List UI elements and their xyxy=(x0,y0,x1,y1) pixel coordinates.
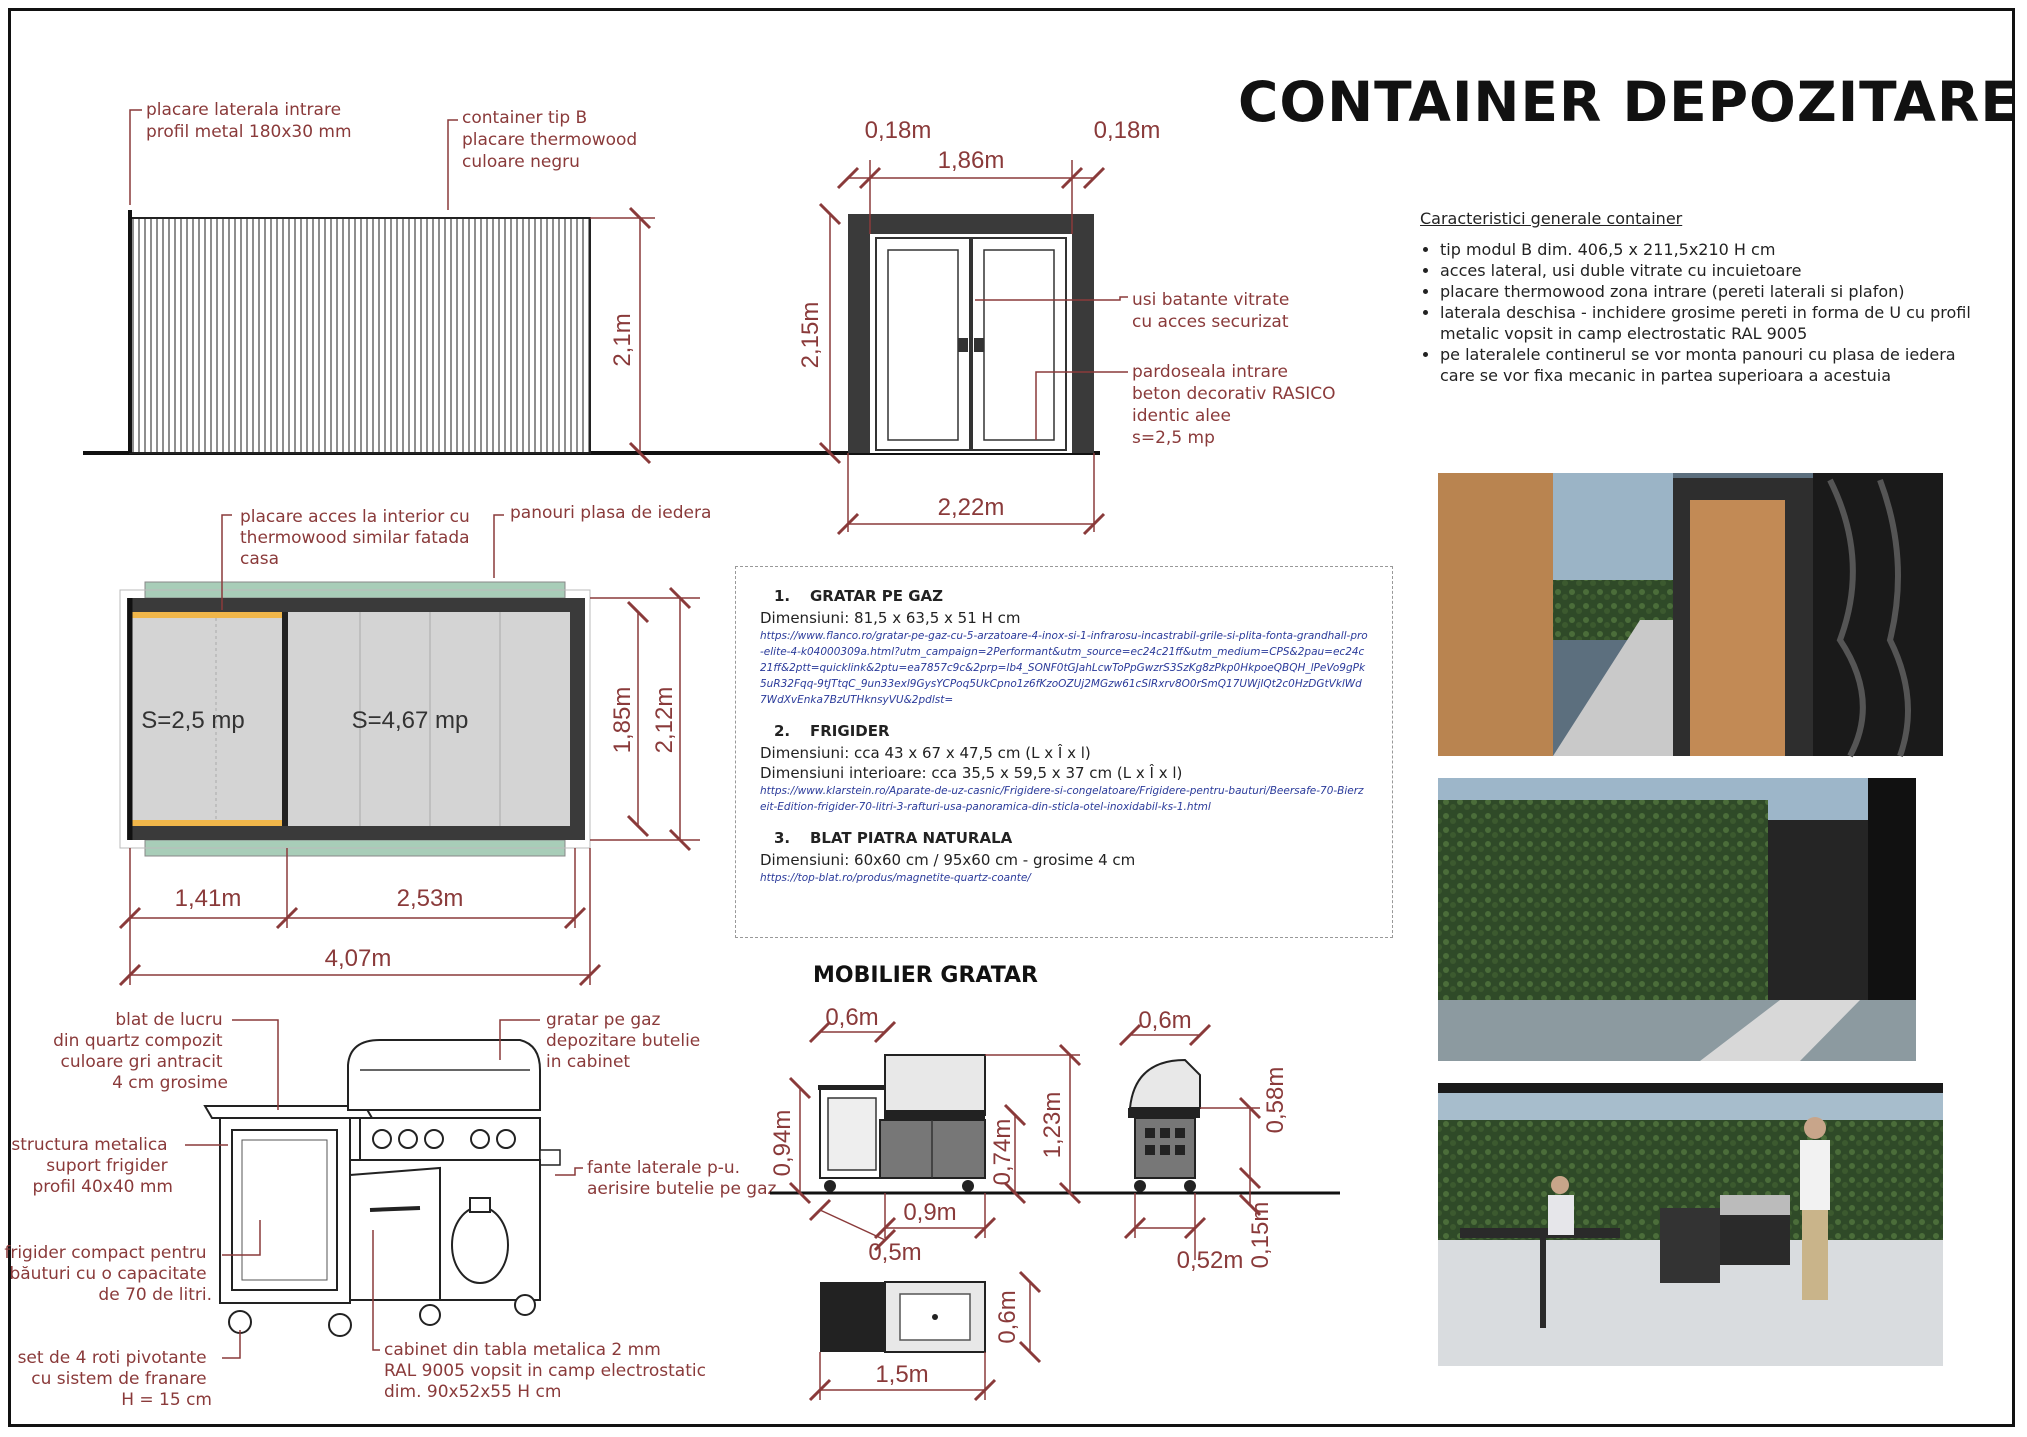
area-entry: S=2,5 mp xyxy=(141,707,245,734)
label-entry-cladding: placare laterala intrare profil metal 180x30 mm xyxy=(146,100,352,142)
spec-number: 3. xyxy=(774,829,791,847)
area-storage: S=4,67 mp xyxy=(351,707,469,734)
door-handle xyxy=(958,338,968,352)
dim-front-top-left: 0,18m xyxy=(864,117,932,144)
door-left xyxy=(876,238,970,450)
door-right xyxy=(972,238,1066,450)
equipment-specs xyxy=(735,566,1393,938)
spec-name: FRIGIDER xyxy=(810,722,890,740)
dim-grill-front-height-mid: 0,74m xyxy=(989,1118,1016,1186)
dim-grill-side-base: 0,52m xyxy=(1176,1247,1244,1274)
dim-front-inner-width: 1,86m xyxy=(937,147,1005,174)
render-photo-3 xyxy=(1438,1083,1943,1366)
render-photo-1 xyxy=(1438,473,1943,756)
label-fridge: frigider compact pentru băuturi cu o capacitate de 70 de litri. xyxy=(4,1243,212,1305)
features-list xyxy=(1420,239,1980,386)
dim-plan-storage: 2,53m xyxy=(396,885,464,912)
spec-name: GRATAR PE GAZ xyxy=(810,587,944,605)
gas-bottle xyxy=(452,1207,508,1283)
dim-front-top-right: 0,18m xyxy=(1093,117,1161,144)
general-features xyxy=(1420,208,1980,386)
feature-item: • placare thermowood zona intrare (pereti laterali si plafon) xyxy=(1440,281,1980,302)
leader-container-type xyxy=(448,120,458,210)
label-doors: usi batante vitrate cu acces securizat xyxy=(1132,290,1290,332)
dim-grill-front-height-left: 0,94m xyxy=(769,1109,796,1177)
label-wheels: set de 4 roti pivotante cu sistem de franare H = 15 cm xyxy=(17,1348,212,1410)
dim-grill-plan-width: 1,5m xyxy=(875,1361,929,1388)
label-interior-cladding: placare acces la interior cu thermowood similar fatada casa xyxy=(240,507,470,569)
feature-item: • laterala deschisa - inchidere grosime pereti in forma de U cu profil metalic vopsit in camp electrostatic RAL 9005 xyxy=(1440,302,1980,344)
grill-plan xyxy=(810,1272,1040,1400)
dim-front-base-width: 2,22m xyxy=(937,494,1005,521)
spec-detail: Dimensiuni: 81,5 x 63,5 x 51 H cm xyxy=(760,609,1021,627)
features-heading: Caracteristici generale container xyxy=(1420,209,1683,228)
grill-isometric-drawing xyxy=(4,1010,776,1410)
spec-detail: Dimensiuni: cca 43 x 67 x 47,5 cm (L x Î x l) xyxy=(760,744,1091,762)
container-plan xyxy=(120,503,711,985)
dim-plan-outer-depth: 2,12m xyxy=(651,686,678,754)
front-elevation xyxy=(797,117,1341,534)
plan-doors xyxy=(282,612,288,826)
spec-detail: Dimensiuni: 60x60 cm / 95x60 cm - grosime 4 cm xyxy=(760,851,1136,869)
label-container-type: container tip B placare thermowood culoare negru xyxy=(462,108,638,172)
thermowood-strip-bottom xyxy=(130,820,285,826)
spec-number: 2. xyxy=(774,722,791,740)
label-cabinet: cabinet din tabla metalica 2 mm RAL 9005 vopsit in camp electrostatic dim. 90x52x55 H cm xyxy=(384,1340,706,1402)
page-title: CONTAINER DEPOZITARE xyxy=(1238,70,2019,134)
countertop xyxy=(205,1106,372,1118)
thermowood-strip-top xyxy=(130,612,285,618)
label-floor: pardoseala intrare beton decorativ RASICO identic alee s=2,5 mp xyxy=(1132,362,1336,448)
container-side-wall xyxy=(130,218,590,453)
render-photo-2 xyxy=(1438,778,1916,1061)
dim-grill-side-width: 0,6m xyxy=(1138,1007,1192,1034)
dim-grill-front-height-total: 1,23m xyxy=(1039,1091,1066,1159)
spec-item-fridge xyxy=(760,722,1368,815)
cabinet-open-door xyxy=(350,1168,440,1300)
feature-item: • pe lateralele continerul se vor monta panouri cu plasa de iedera care se vor fixa mecanic in partea superioara a acestuia xyxy=(1440,344,1980,386)
spec-name: BLAT PIATRA NATURALA xyxy=(810,829,1013,847)
label-structure: structura metalica suport frigider profil 40x40 mm xyxy=(11,1135,173,1197)
spec-link[interactable]: https://top-blat.ro/produs/magnetite-quartz-coante/ xyxy=(760,872,1031,884)
dim-grill-front-width: 0,6m xyxy=(825,1004,879,1031)
dim-height-side: 2,1m xyxy=(609,313,636,367)
label-ivy-panels: panouri plasa de iedera xyxy=(510,503,712,523)
dim-front-height: 2,15m xyxy=(797,301,824,369)
dim-grill-front-base: 0,9m xyxy=(903,1199,957,1226)
spec-item-countertop xyxy=(760,829,1368,886)
dim-grill-side-height: 0,58m xyxy=(1262,1066,1289,1134)
dim-plan-total: 4,07m xyxy=(324,945,392,972)
fridge-door xyxy=(232,1130,337,1290)
dim-plan-inner-depth: 1,85m xyxy=(609,686,636,754)
leader-entry-cladding xyxy=(130,110,142,205)
label-countertop: blat de lucru din quartz compozit culoare gri antracit 4 cm grosime xyxy=(53,1010,228,1093)
grill-side-elevation xyxy=(1120,1007,1289,1274)
feature-item: • acces lateral, usi duble vitrate cu incuietoare xyxy=(1440,260,1980,281)
wheel xyxy=(229,1311,251,1333)
spec-number: 1. xyxy=(774,587,791,605)
dim-grill-plan-depth: 0,6m xyxy=(994,1290,1021,1344)
spec-link[interactable]: https://www.flanco.ro/gratar-pe-gaz-cu-5-arzatoare-4-inox-si-1-infrarosu-incastrabil-grile-si-plita-fonta-grandhall-pro-elite-4-k04000309a.html?utm_campaign=2Performant&utm_source=ec24c21ff&utm_medium=CPS&2pau=ec24c21ff&2ptt=quicklink&2ptu=ea7857c9c&2prp=lb4_SONF0tGJahLcwToPpGwzrS3SzKg8zPkp0HkpoeQBQH_lPeVo9gPk5uR32Fqq-9tJTtqC_9un33exl9GysYCPoq5UkCpno1z6fKzoOZUj2MGzw61cSlRxrv8O0rSmQ17UWjlQt2c0HzDGtVklWd7WdXvEnka7BzUTHknsyVU&2pdlst= xyxy=(760,630,1368,706)
label-gas-grill: gratar pe gaz depozitare butelie in cabinet xyxy=(546,1010,701,1072)
grill-hood xyxy=(348,1040,540,1110)
spec-detail: Dimensiuni interioare: cca 35,5 x 59,5 x 37 cm (L x Î x l) xyxy=(760,764,1183,782)
dim-grill-side-low: 0,15m xyxy=(1247,1201,1274,1269)
grill-furniture-title: MOBILIER GRATAR xyxy=(813,963,1038,988)
feature-item: • tip modul B dim. 406,5 x 211,5x210 H cm xyxy=(1440,239,1980,260)
spec-item-gas-grill xyxy=(760,587,1368,708)
side-elevation xyxy=(83,100,820,463)
label-vents: fante laterale p-u. aerisire butelie pe gaz xyxy=(587,1158,777,1199)
dim-plan-entry: 1,41m xyxy=(174,885,242,912)
spec-link[interactable]: https://www.klarstein.ro/Aparate-de-uz-casnic/Frigidere-si-congelatoare/Frigidere-pentru-bauturi/Beersafe-70-Bierzeit-Edition-frigider-70-litri-3-rafturi-usa-panoramica-din-sticla-otel-inoxidabil-ks-1.html xyxy=(760,785,1364,813)
dim-grill-front-offset: 0,5m xyxy=(868,1239,922,1266)
